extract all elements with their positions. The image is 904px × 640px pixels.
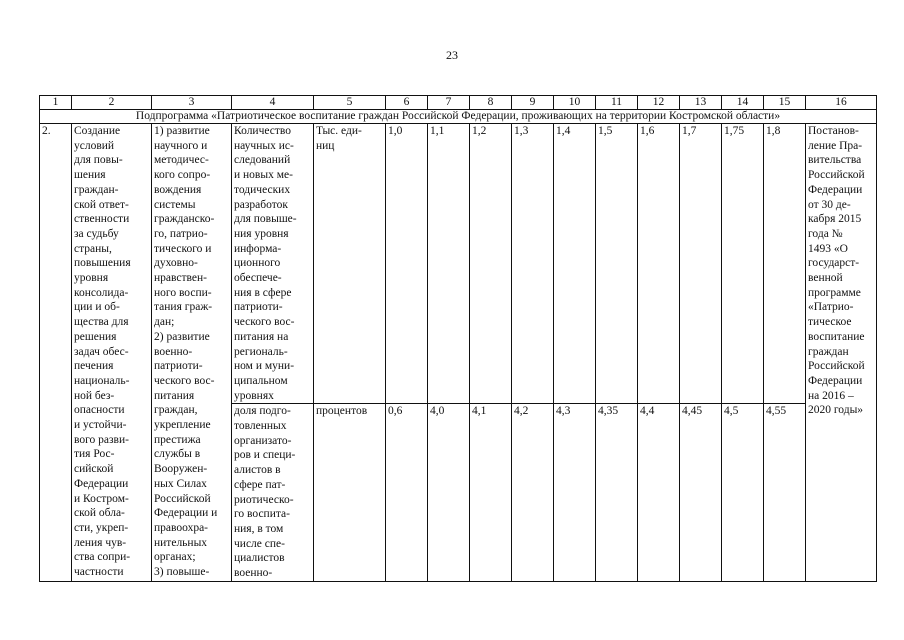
column-number: 8 xyxy=(470,96,512,110)
column-number: 3 xyxy=(152,96,232,110)
column-number: 15 xyxy=(764,96,806,110)
indicator-value: 4,0 xyxy=(428,404,470,581)
indicator-value: 1,7 xyxy=(680,124,722,404)
unit-of-measure: процентов xyxy=(314,404,386,581)
indicator-value: 1,0 xyxy=(386,124,428,404)
unit-of-measure: Тыс. еди- ниц xyxy=(314,124,386,404)
indicator-value: 1,6 xyxy=(638,124,680,404)
column-number: 9 xyxy=(512,96,554,110)
column-number: 2 xyxy=(72,96,152,110)
row-number: 2. xyxy=(40,124,72,582)
column-number: 16 xyxy=(806,96,877,110)
column-number: 14 xyxy=(722,96,764,110)
tasks-text: 1) развитие научного и методичес- кого сопро- вождения системы гражданско- го, патрио- тического и духовно- нравствен- ного воспи- тания граж- дан; 2) развитие военно- патриоти- ческого вос- питания граждан, укрепление престижа службы в Вооружен- ных Силах Российской Федерации и правоохра- нительных органах; 3) повыше- xyxy=(152,124,232,582)
goal-text: Создание условий для повы- шения граждан- ской ответ- ственности за судьбу страны, повышения уровня консолида- ции и об- щества для решения задач обес- печения националь- ной без- опасности и устойчи- вого разви- тия Рос- сийской Федерации и Костром- ской обла- сти, укреп- ления чув- ства сопри- частности xyxy=(72,124,152,582)
indicator-name: доля подго- товленных организато- ров и специ- алистов в сфере пат- риотическо- го воспита- ния, в том числе спе- циалистов военно- xyxy=(232,404,314,581)
indicator-name: Количество научных ис- следований и новых ме- тодических разработок для повыше- ния уровня информа- ционного обеспече- ния в сфере патриоти- ческого вос- питания на региональ- ном и муни- ципальном уровнях xyxy=(232,124,314,404)
indicator-value: 4,2 xyxy=(512,404,554,581)
indicator-value: 4,5 xyxy=(722,404,764,581)
indicator-value: 1,4 xyxy=(554,124,596,404)
legal-basis-text: Постанов- ление Пра- вительства Российской Федерации от 30 де- кабря 2015 года № 1493 «О государст- венной программе «Патрио- тическое воспитание граждан Российской Федерации на 2016 – 2020 годы» xyxy=(806,124,877,582)
indicator-value: 4,4 xyxy=(638,404,680,581)
indicator-value: 0,6 xyxy=(386,404,428,581)
column-number: 1 xyxy=(40,96,72,110)
indicator-value: 4,55 xyxy=(764,404,806,581)
column-number: 10 xyxy=(554,96,596,110)
program-indicators-table xyxy=(39,95,877,582)
indicator-value: 4,45 xyxy=(680,404,722,581)
column-number: 13 xyxy=(680,96,722,110)
indicator-value: 4,1 xyxy=(470,404,512,581)
indicator-value: 1,2 xyxy=(470,124,512,404)
indicator-value: 1,5 xyxy=(596,124,638,404)
indicator-value: 1,75 xyxy=(722,124,764,404)
column-number: 4 xyxy=(232,96,314,110)
column-number-header-row xyxy=(40,96,877,110)
indicator-value: 1,1 xyxy=(428,124,470,404)
indicator-row-1 xyxy=(40,124,877,404)
column-number: 12 xyxy=(638,96,680,110)
column-number: 6 xyxy=(386,96,428,110)
subprogram-title: Подпрограмма «Патриотическое воспитание граждан Российской Федерации, проживающих на территории Костромской области» xyxy=(40,110,877,124)
indicator-value: 4,35 xyxy=(596,404,638,581)
indicator-value: 1,8 xyxy=(764,124,806,404)
indicator-value: 4,3 xyxy=(554,404,596,581)
subprogram-row xyxy=(40,110,877,124)
indicator-value: 1,3 xyxy=(512,124,554,404)
page-number: 23 xyxy=(446,48,458,62)
column-number: 5 xyxy=(314,96,386,110)
column-number: 11 xyxy=(596,96,638,110)
column-number: 7 xyxy=(428,96,470,110)
